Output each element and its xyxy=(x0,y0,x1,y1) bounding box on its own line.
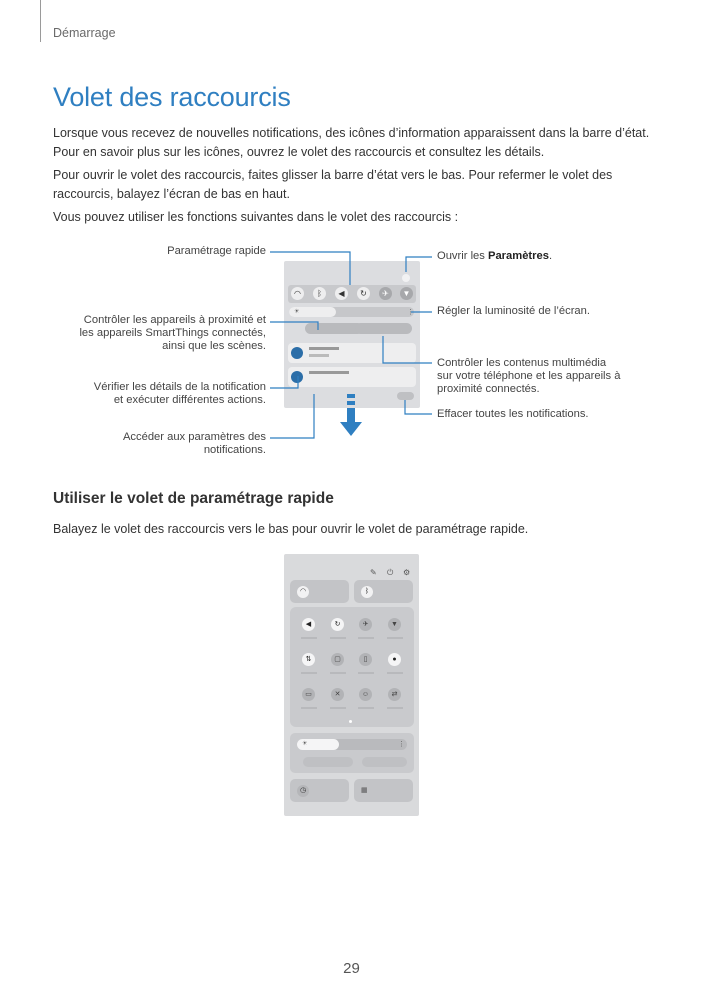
tile-label xyxy=(301,672,317,674)
airplane-icon: ✈ xyxy=(379,287,392,300)
tile-label xyxy=(330,637,346,639)
callout-clear: Effacer toutes les notifications. xyxy=(437,408,589,420)
auto-rotate-icon: ↻ xyxy=(331,618,344,631)
page-title: Volet des raccourcis xyxy=(53,82,291,112)
sound-icon: ◀ xyxy=(335,287,348,300)
quick-settings-bar xyxy=(288,285,416,303)
callout-notification-settings: Accéder aux paramètres des notifications. xyxy=(122,431,266,457)
dark-mode-toggle xyxy=(362,757,407,767)
more-options-icon: ⋮ xyxy=(398,741,405,748)
flashlight-icon: ▼ xyxy=(388,618,401,631)
callout-notification-details: Vérifier les détails de la notification et exécuter différentes actions. xyxy=(93,381,266,407)
sound-icon: ◀ xyxy=(302,618,315,631)
notification-card-1 xyxy=(288,343,416,363)
scan-icon: ✕ xyxy=(331,688,344,701)
power-icon: ⏻ xyxy=(387,568,394,577)
tile-label xyxy=(358,672,374,674)
page-number: 29 xyxy=(343,960,360,977)
page-indicator xyxy=(349,720,352,723)
callout-brightness: Régler la luminosité de l’écran. xyxy=(437,305,590,317)
link-icon: ⇄ xyxy=(388,688,401,701)
tile-label xyxy=(301,637,317,639)
bluetooth-tile: ᛒ xyxy=(354,580,413,603)
brightness-slider: ☀ xyxy=(289,307,414,317)
device-control-tile: ◷ xyxy=(290,779,349,802)
screen-recorder-icon: ▭ xyxy=(302,688,315,701)
callout-open-settings: Ouvrir les Paramètres. xyxy=(437,250,553,262)
eye-comfort-toggle xyxy=(303,757,353,767)
intro-paragraph-3: Vous pouvez utiliser les fonctions suivantes dans le volet des raccourcis : xyxy=(53,210,459,224)
tile-label xyxy=(387,637,403,639)
wifi-tile: ◠ xyxy=(290,580,349,603)
callout-quick-settings: Paramétrage rapide xyxy=(167,245,266,257)
swipe-down-arrow-icon xyxy=(340,394,362,440)
wifi-icon: ◠ xyxy=(291,287,304,300)
media-output-tile: ▦ xyxy=(354,779,413,802)
intro-paragraph-2: Pour ouvrir le volet des raccourcis, faites glisser la barre d’état vers le bas. Pour refermer le volet des raccourcis, balayez l’écran de bas en haut. xyxy=(53,168,613,201)
bluetooth-icon: ᛒ xyxy=(313,287,326,300)
tile-label xyxy=(330,672,346,674)
intro-paragraph-1: Lorsque vous recevez de nouvelles notifications, des icônes d’information apparaissent dans la barre d’état. Pour en savoir plus sur les icônes, ouvrez le volet des raccourcis et consultez les détails. xyxy=(53,126,650,159)
more-options-icon: ⋮ xyxy=(407,309,414,316)
brightness-slider: ☀ xyxy=(297,739,407,750)
tile-label xyxy=(330,707,346,709)
callout-media: Contrôler les contenus multimédia sur votre téléphone et les appareils à proximité connectés. xyxy=(437,357,621,396)
data-transfer-icon: ⇅ xyxy=(302,653,315,666)
auto-rotate-icon: ↻ xyxy=(357,287,370,300)
tile-label xyxy=(387,707,403,709)
section-paragraph: Balayez le volet des raccourcis vers le bas pour ouvrir le volet de paramétrage rapide. xyxy=(53,522,529,536)
settings-gear-icon: ⚙ xyxy=(403,568,411,577)
flashlight-icon: ▼ xyxy=(400,287,413,300)
eye-comfort-icon: ☺ xyxy=(359,688,372,701)
gear-icon xyxy=(402,274,410,282)
section-heading: Utiliser le volet de paramétrage rapide xyxy=(53,490,334,507)
notification-card-2 xyxy=(288,367,416,387)
tile-label xyxy=(301,707,317,709)
header-rule xyxy=(40,0,41,42)
battery-icon: ▯ xyxy=(359,653,372,666)
nfc-icon: ▢ xyxy=(331,653,344,666)
tile-label xyxy=(387,672,403,674)
clear-button xyxy=(397,392,414,400)
location-icon: ● xyxy=(388,653,401,666)
tile-label xyxy=(358,707,374,709)
tile-label xyxy=(358,637,374,639)
section-label: Démarrage xyxy=(53,26,116,40)
edit-icon: ✎ xyxy=(370,568,377,577)
media-output-button xyxy=(355,323,412,334)
airplane-icon: ✈ xyxy=(359,618,372,631)
callout-nearby-devices: Contrôler les appareils à proximité et les appareils SmartThings connectés, ainsi que les scènes. xyxy=(79,314,266,353)
